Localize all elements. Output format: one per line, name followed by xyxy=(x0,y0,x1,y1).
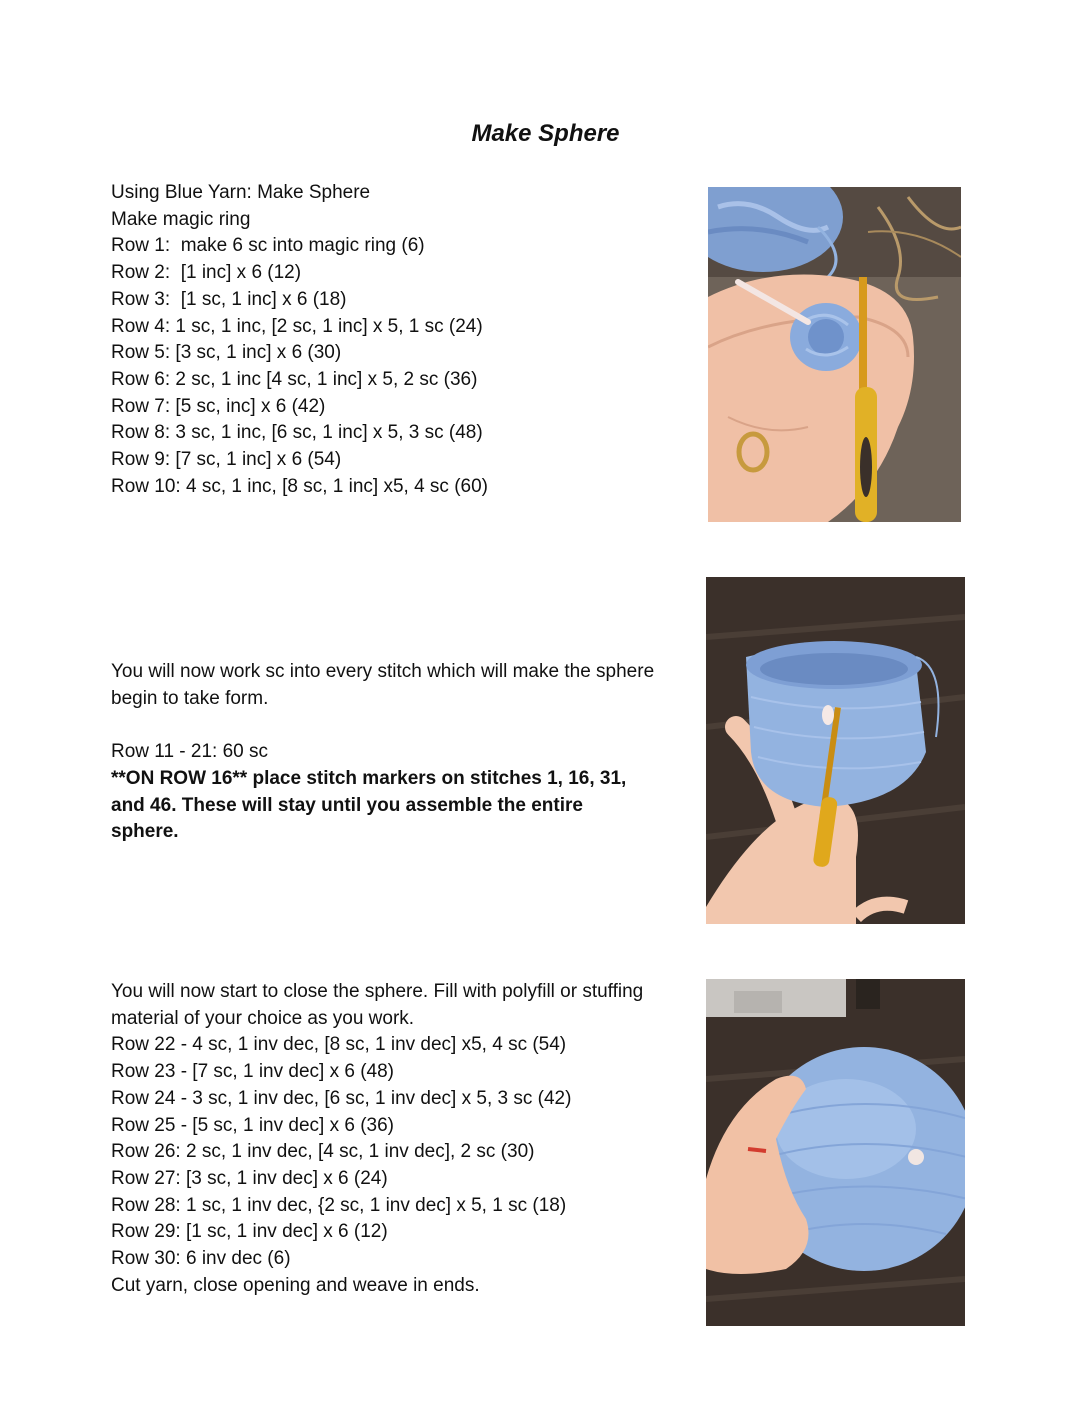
instruction-line: Cut yarn, close opening and weave in ends. xyxy=(111,1274,480,1296)
instruction-line: Row 23 - [7 sc, 1 inv dec] x 6 (48) xyxy=(111,1061,395,1083)
instruction-line: Row 5: [3 sc, 1 inc] x 6 (30) xyxy=(111,342,342,364)
instruction-line: Row 7: [5 sc, inc] x 6 (42) xyxy=(111,395,326,417)
section-closing xyxy=(111,979,701,1299)
instruction-line: You will now work sc into every stitch which will make the sphere xyxy=(111,661,655,682)
instruction-line: Row 11 - 21: 60 sc xyxy=(111,741,269,763)
instruction-line: Row 30: 6 inv dec (6) xyxy=(111,1248,291,1270)
instruction-line: Row 25 - [5 sc, 1 inv dec] x 6 (36) xyxy=(111,1114,395,1136)
instruction-line: Using Blue Yarn: Make Sphere xyxy=(111,182,371,203)
instruction-line: Row 26: 2 sc, 1 inv dec, [4 sc, 1 inv dec], 2 sc (30) xyxy=(111,1141,535,1163)
section-even-rows xyxy=(111,659,701,846)
instruction-line: Row 29: [1 sc, 1 inv dec] x 6 (12) xyxy=(111,1221,388,1243)
section-magic-ring xyxy=(111,180,701,500)
stitch-marker-note: **ON ROW 16** place stitch markers on stitches 1, 16, 31, and 46. These will stay until you assemble the entire sphere. xyxy=(111,767,627,843)
instruction-line: Row 2: [1 inc] x 6 (12) xyxy=(111,262,302,284)
magic-ring-photo xyxy=(708,187,961,522)
page-title: Make Sphere xyxy=(471,120,620,147)
instruction-line: material of your choice as you work. xyxy=(111,1007,415,1029)
instruction-line: Row 24 - 3 sc, 1 inv dec, [6 sc, 1 inv dec] x 5, 3 sc (42) xyxy=(111,1087,572,1109)
instruction-line: Row 1: make 6 sc into magic ring (6) xyxy=(111,235,425,257)
instruction-line: Make magic ring xyxy=(111,208,251,230)
instruction-line: You will now start to close the sphere. Fill with polyfill or stuffing xyxy=(111,981,644,1002)
instruction-line: Row 6: 2 sc, 1 inc [4 sc, 1 inc] x 5, 2 sc (36) xyxy=(111,368,478,390)
instruction-line: Row 22 - 4 sc, 1 inv dec, [8 sc, 1 inv dec] x5, 4 sc (54) xyxy=(111,1034,567,1056)
instruction-line: Row 3: [1 sc, 1 inc] x 6 (18) xyxy=(111,288,347,310)
finished-sphere-photo xyxy=(706,979,965,1326)
instruction-line: Row 27: [3 sc, 1 inv dec] x 6 (24) xyxy=(111,1167,388,1189)
instruction-line: Row 9: [7 sc, 1 inc] x 6 (54) xyxy=(111,449,342,471)
instruction-line: Row 4: 1 sc, 1 inc, [2 sc, 1 inc] x 5, 1 sc (24) xyxy=(111,315,483,337)
instruction-line: begin to take form. xyxy=(111,687,269,709)
instruction-line: Row 28: 1 sc, 1 inv dec, {2 sc, 1 inv dec] x 5, 1 sc (18) xyxy=(111,1194,567,1216)
instruction-line: Row 10: 4 sc, 1 inc, [8 sc, 1 inc] x5, 4 sc (60) xyxy=(111,475,488,497)
cup-shape-photo xyxy=(706,577,965,924)
instruction-line: Row 8: 3 sc, 1 inc, [6 sc, 1 inc] x 5, 3 sc (48) xyxy=(111,422,483,444)
